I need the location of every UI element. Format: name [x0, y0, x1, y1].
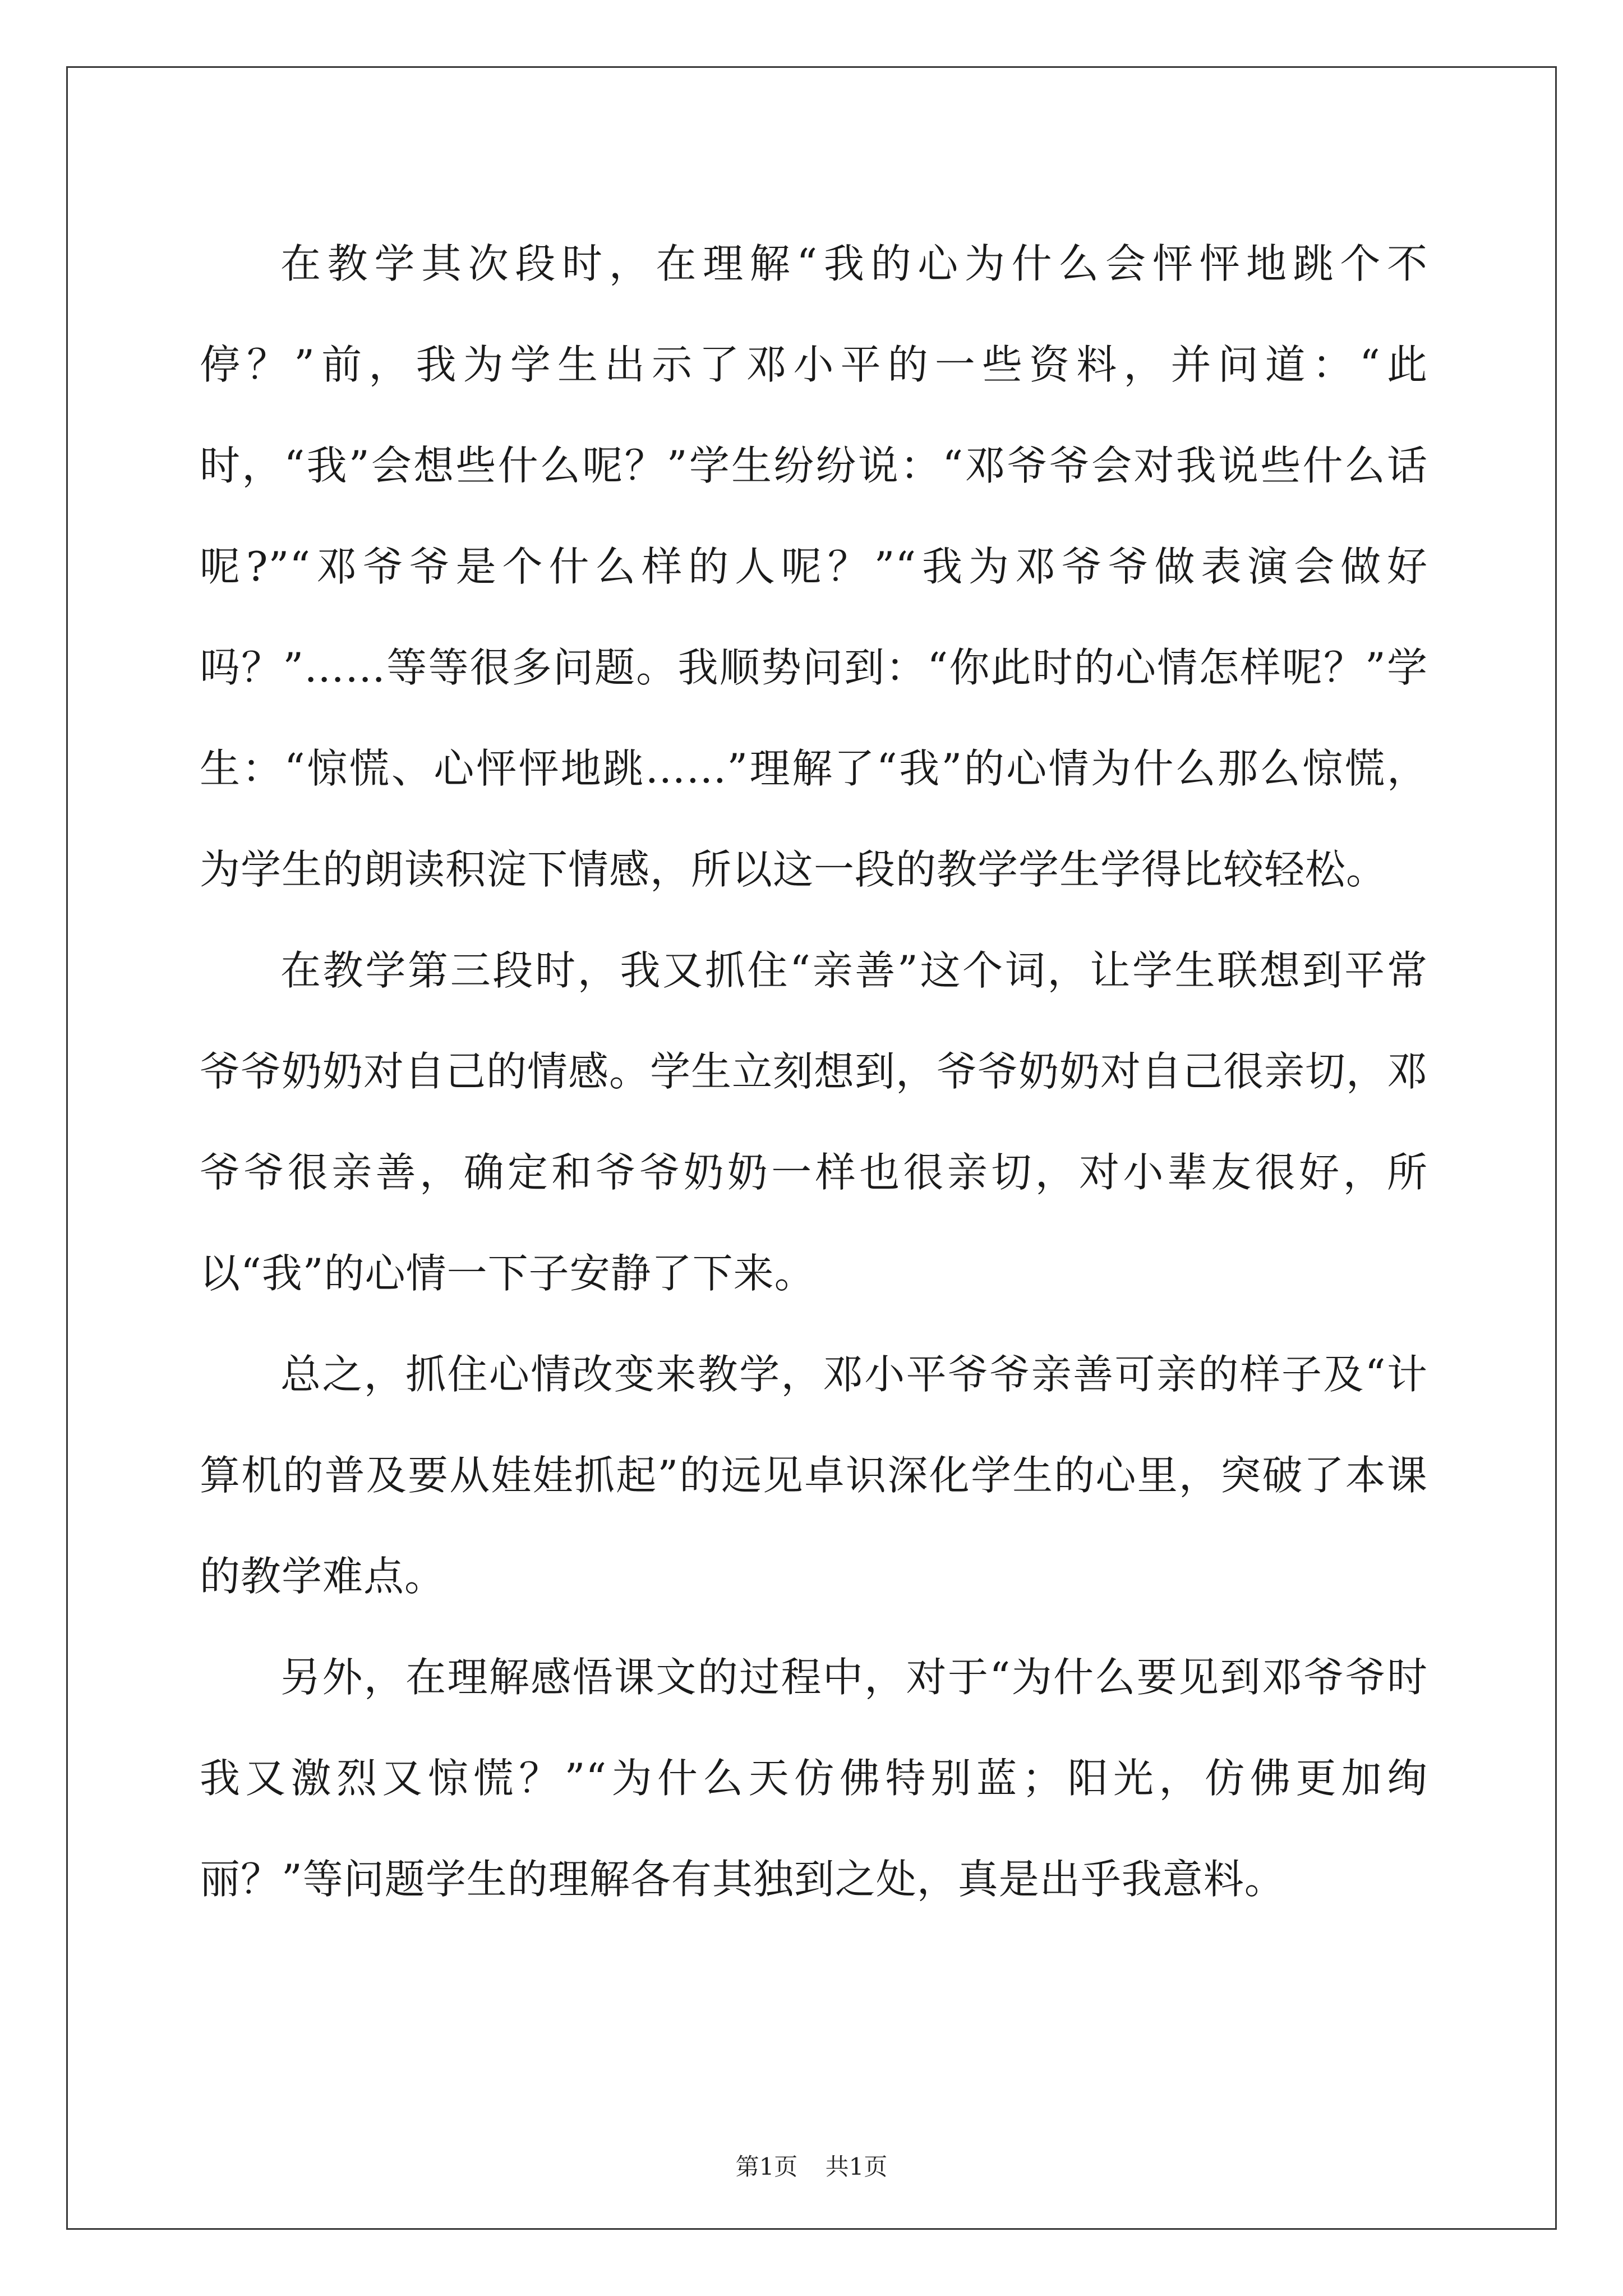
- paragraph-1: 在教学其次段时，在理解“我的心为什么会怦怦地跳个不停？”前，我为学生出示了邓小平的一些资料，并问道：“此时，“我”会想些什么呢？”学生纷纷说：“邓爷爷会对我说些什么话呢?”“邓爷爷是个什么样的人呢？”“我为邓爷爷做表演会做好吗？”……等等很多问题。我顺势问到：“你此时的心情怎样呢？”学生：“惊慌、心怦怦地跳……”理解了“我”的心情为什么那么惊慌，为学生的朗读积淀下情感，所以这一段的教学学生学得比较轻松。: [200, 240, 1428, 893]
- paragraph-3: 总之，抓住心情改变来教学，邓小平爷爷亲善可亲的样子及“计算机的普及要从娃娃抓起”的远见卓识深化学生的心里，突破了本课的教学难点。: [200, 1351, 1428, 1600]
- page-number-current: 第1页: [735, 2153, 798, 2180]
- paragraph-4: 另外，在理解感悟课文的过程中，对于“为什么要见到邓爷爷时我又激烈又惊慌？”“为什么天仿佛特别蓝；阳光，仿佛更加绚丽？”等问题学生的理解各有其独到之处，真是出乎我意料。: [200, 1654, 1428, 1903]
- page-footer: [0, 2148, 1623, 2182]
- document-body: [200, 213, 1428, 1930]
- page-number-total: 共1页: [825, 2153, 888, 2180]
- paragraph-2: 在教学第三段时，我又抓住“亲善”这个词，让学生联想到平常爷爷奶奶对自己的情感。学生立刻想到，爷爷奶奶对自己很亲切，邓爷爷很亲善，确定和爷爷奶奶一样也很亲切，对小辈友很好，所以“我”的心情一下子安静了下来。: [200, 947, 1428, 1297]
